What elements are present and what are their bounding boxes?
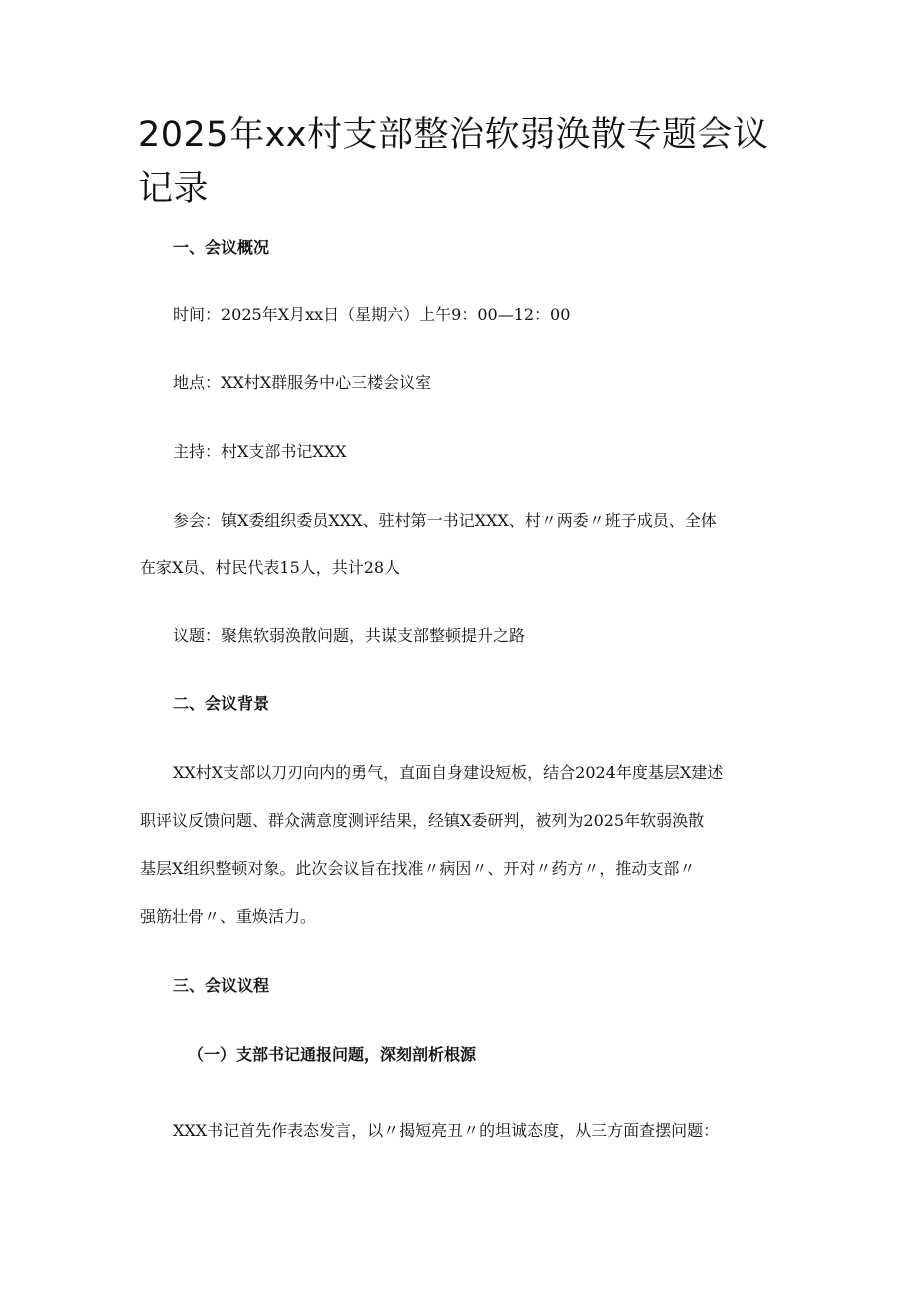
meeting-time: 时间：2025年X月xx日（星期六）上午9：00—12：00 bbox=[173, 305, 571, 324]
background-line-1: XX村X支部以刀刃向内的勇气，直面自身建设短板，结合2024年度基层X建述 bbox=[173, 763, 724, 782]
meeting-place: 地点：XX村X群服务中心三楼会议室 bbox=[173, 373, 432, 392]
background-line-3: 基层X组织整顿对象。此次会议旨在找准〃病因〃、开对〃药方〃，推动支部〃 bbox=[140, 859, 696, 878]
meeting-host: 主持：村X支部书记XXX bbox=[173, 442, 347, 461]
meeting-attendees-line-2: 在家X员、村民代表15人，共计28人 bbox=[140, 558, 401, 577]
background-line-4: 强筋壮骨〃、重焕活力。 bbox=[140, 907, 317, 926]
section-heading-agenda: 三、会议议程 bbox=[173, 976, 270, 995]
document-title: 2025年xx村支部整治软弱涣散专题会议记录 bbox=[138, 115, 769, 209]
section-heading-background: 二、会议背景 bbox=[173, 694, 270, 713]
background-line-2: 职评议反馈问题、群众满意度测评结果，经镇X委研判，被列为2025年软弱涣散 bbox=[140, 811, 705, 830]
agenda-subheading-1: （一）支部书记通报问题，深刻剖析根源 bbox=[188, 1045, 477, 1064]
meeting-topic: 议题：聚焦软弱涣散问题，共谋支部整顿提升之路 bbox=[173, 626, 526, 645]
agenda-text-1: XXX书记首先作表态发言，以〃揭短亮丑〃的坦诚态度，从三方面查摆问题： bbox=[173, 1121, 720, 1140]
section-heading-overview: 一、会议概况 bbox=[173, 238, 270, 257]
meeting-attendees-line-1: 参会：镇X委组织委员XXX、驻村第一书记XXX、村〃两委〃班子成员、全体 bbox=[173, 511, 717, 530]
